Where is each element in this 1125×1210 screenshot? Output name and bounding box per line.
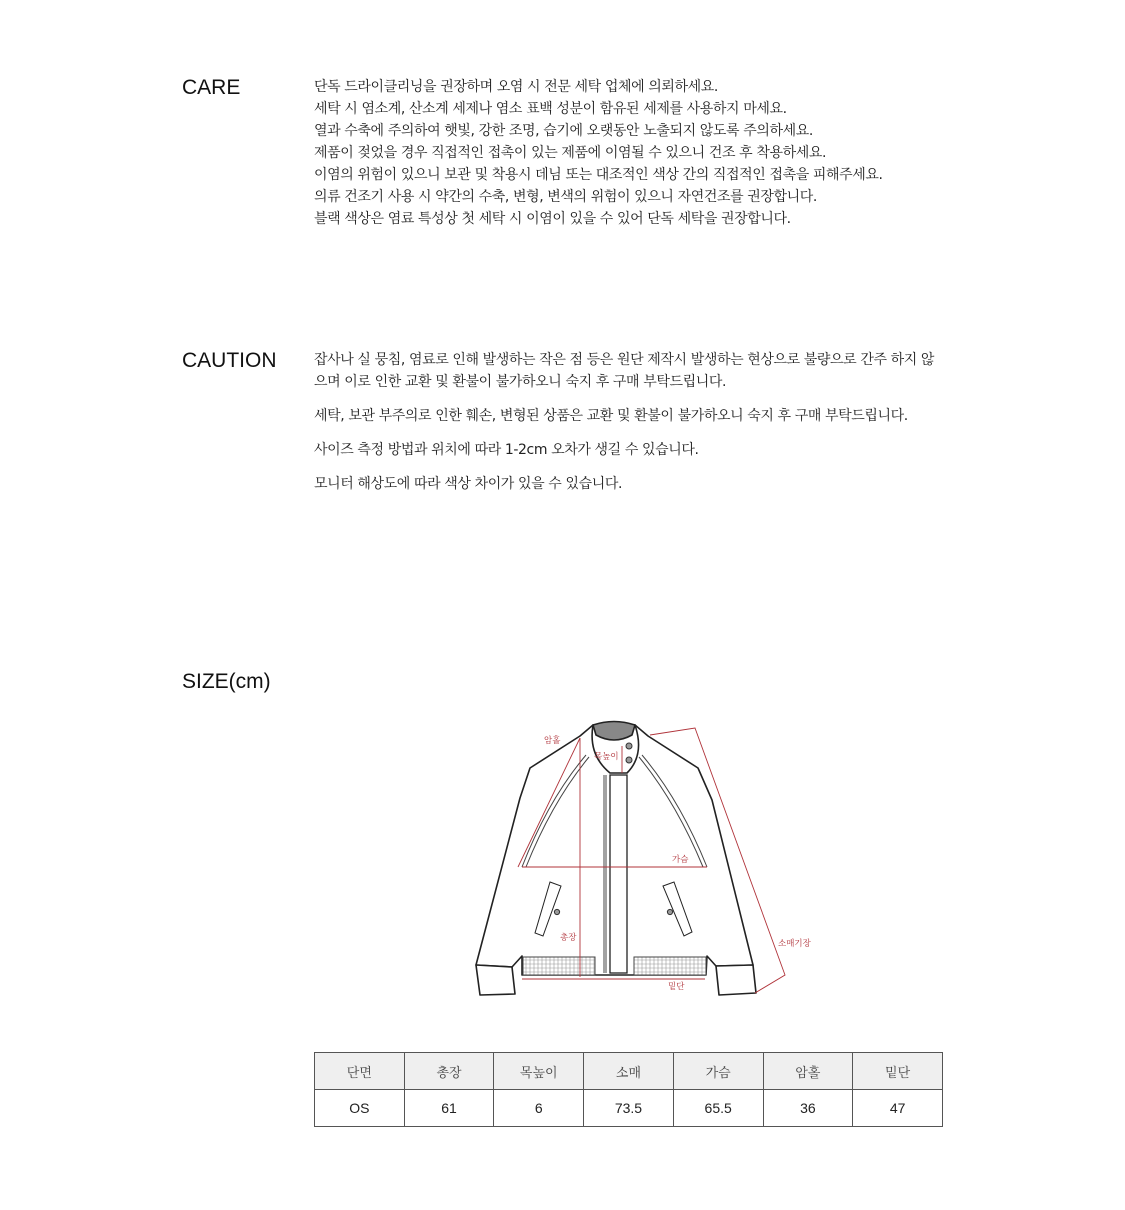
table-cell: 65.5 [673,1090,763,1127]
caution-paragraph: 사이즈 측정 방법과 위치에 따라 1-2cm 오차가 생길 수 있습니다. [314,442,699,458]
caution-paragraph: 잡사나 실 뭉침, 염료로 인해 발생하는 작은 점 등은 원단 제작시 발생하는 현상으로 불량으로 간주 하지 않으며 이로 인한 교환 및 환불이 불가하오니 숙지 후 구매 부탁드립니다. [314,352,935,390]
table-cell: 6 [494,1090,584,1127]
size-table [314,1052,943,1127]
label-sleeve-length: 소매기장 [778,939,811,949]
table-header-cell: 목높이 [494,1053,584,1090]
table-header-cell: 가슴 [673,1053,763,1090]
table-cell: 73.5 [584,1090,674,1127]
label-hem: 밑단 [668,982,685,992]
table-header-cell: 밑단 [853,1053,943,1090]
table-cell: 36 [763,1090,853,1127]
table-header-cell: 단면 [315,1053,405,1090]
table-row [315,1090,943,1127]
care-text [314,76,883,230]
table-cell: OS [315,1090,405,1127]
care-line: 이염의 위험이 있으니 보관 및 착용시 데님 또는 대조적인 색상 간의 직접적인 접촉을 피해주세요. [314,167,883,183]
care-line: 블랙 색상은 염료 특성상 첫 세탁 시 이염이 있을 수 있어 단독 세탁을 권장합니다. [314,211,791,227]
care-line: 의류 건조기 사용 시 약간의 수축, 변형, 변색의 위험이 있으니 자연건조를 권장합니다. [314,189,817,205]
caution-paragraph: 세탁, 보관 부주의로 인한 훼손, 변형된 상품은 교환 및 환불이 불가하오니 숙지 후 구매 부탁드립니다. [314,408,908,424]
table-cell: 47 [853,1090,943,1127]
button-icon [667,909,672,914]
size-heading: SIZE(cm) [182,670,271,693]
table-cell: 61 [404,1090,494,1127]
care-line: 열과 수축에 주의하여 햇빛, 강한 조명, 습기에 오랫동안 노출되지 않도록 주의하세요. [314,123,813,139]
table-header-row [315,1053,943,1090]
care-line: 세탁 시 염소계, 산소계 세제나 염소 표백 성분이 함유된 세제를 사용하지 마세요. [314,101,787,117]
caution-paragraph: 모니터 해상도에 따라 색상 차이가 있을 수 있습니다. [314,476,623,492]
button-icon [626,757,632,763]
table-header-cell: 소매 [584,1053,674,1090]
table-header-cell: 총장 [404,1053,494,1090]
label-neck-height: 목높이 [594,752,619,762]
jacket-size-diagram [460,710,830,1000]
caution-heading: CAUTION [182,349,277,372]
care-line: 제품이 젖었을 경우 직접적인 접촉이 있는 제품에 이염될 수 있으니 건조 후 착용하세요. [314,145,826,161]
label-armhole: 암홀 [544,736,561,746]
button-icon [554,909,559,914]
care-line: 단독 드라이클리닝을 권장하며 오염 시 전문 세탁 업체에 의뢰하세요. [314,79,718,95]
label-chest: 가슴 [672,855,689,865]
table-header-cell: 암홀 [763,1053,853,1090]
care-heading: CARE [182,76,241,99]
caution-text [314,349,946,507]
button-icon [626,743,632,749]
label-length: 총장 [560,933,577,943]
